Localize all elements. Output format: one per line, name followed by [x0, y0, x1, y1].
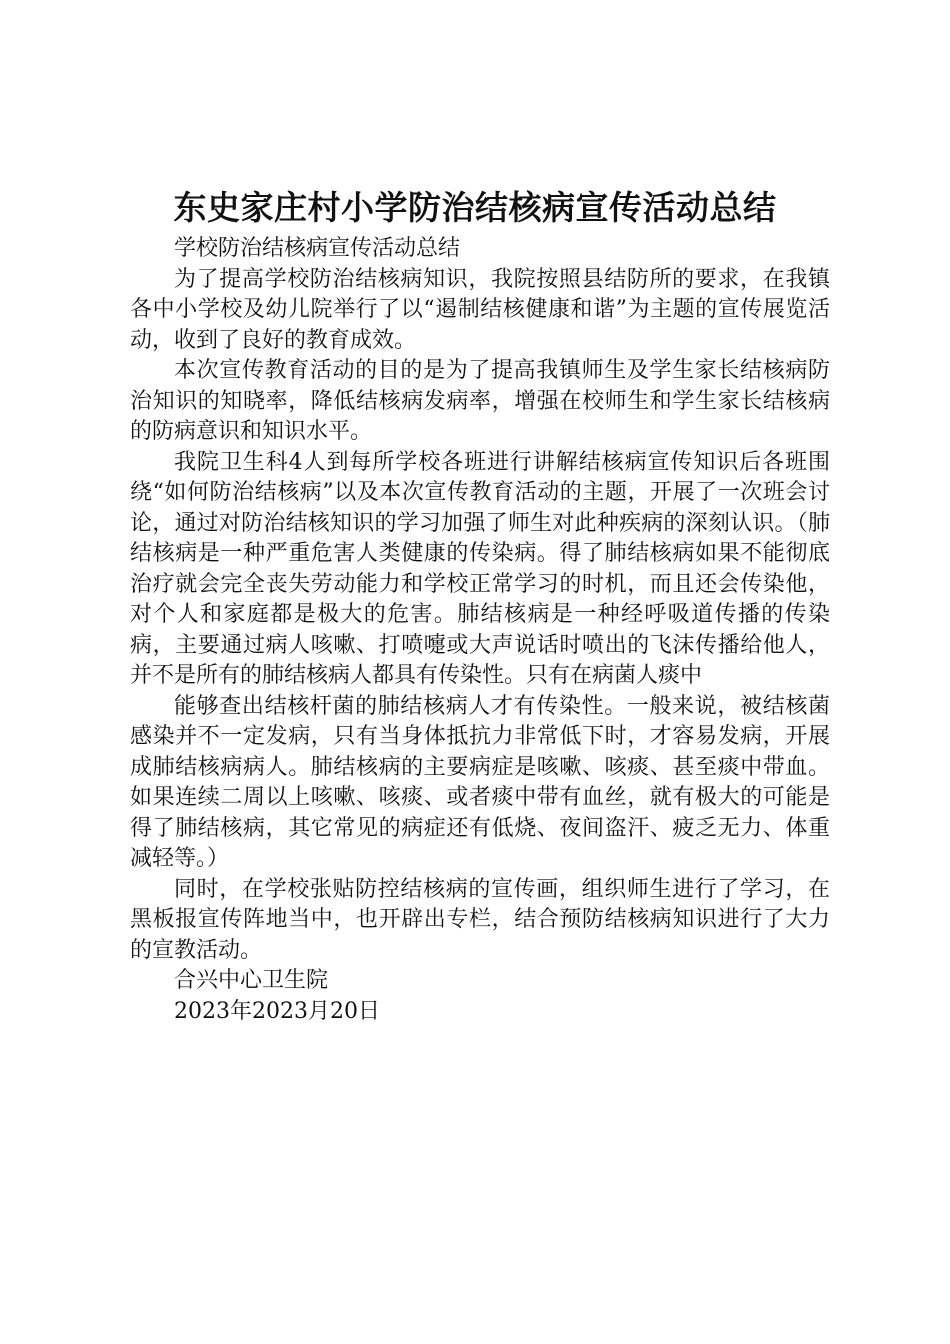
- body-paragraph: 为了提高学校防治结核病知识，我院按照县结防所的要求，在我镇各中小学校及幼儿院举行了以“遏制结核健康和谐”为主题的宣传展览活动，收到了良好的教育成效。: [130, 266, 830, 353]
- date: 2023年2023月20日: [174, 998, 380, 1024]
- body-paragraph: 同时，在学校张贴防控结核病的宣传画，组织师生进行了学习，在黑板报宣传阵地当中，也开辟出专栏，结合预防结核病知识进行了大力的宣教活动。: [130, 876, 830, 963]
- signature: 合兴中心卫生院: [174, 968, 329, 993]
- body-paragraph: 我院卫生科4人到每所学校各班进行讲解结核病宣传知识后各班围绕“如何防治结核病”以及本次宣传教育活动的主题，开展了一次班会讨论，通过对防治结核知识的学习加强了师生对此种疾病的深刻认识。（肺结核病是一种严重危害人类健康的传染病。得了肺结核病如果不能彻底治疗就会完全丧失劳动能力和学校正常学习的时机，而且还会传染他，对个人和家庭都是极大的危害。肺结核病是一种经呼吸道传播的传染病，主要通过病人咳嗽、打喷嚏或大声说话时喷出的飞沫传播给他人，并不是所有的肺结核病人都具有传染性。只有在病菌人痰中: [130, 449, 830, 688]
- body-paragraph: 本次宣传教育活动的目的是为了提高我镇师生及学生家长结核病防治知识的知晓率，降低结核病发病率，增强在校师生和学生家长结核病的防病意识和知识水平。: [130, 358, 830, 444]
- subtitle-paragraph: 学校防治结核病宣传活动总结: [174, 236, 461, 261]
- document-title: 东史家庄村小学防治结核病宣传活动总结: [173, 188, 777, 227]
- body-paragraph: 能够查出结核杆菌的肺结核病人才有传染性。一般来说，被结核菌感染并不一定发病，只有当身体抵抗力非常低下时，才容易发病，开展成肺结核病病人。肺结核病的主要病症是咳嗽、咳痰、甚至痰中带血。如果连续二周以上咳嗽、咳痰、或者痰中带有血丝，就有极大的可能是得了肺结核病，其它常见的病症还有低烧、夜间盗汗、疲乏无力、体重减轻等。）: [130, 693, 830, 871]
- document-body: [130, 234, 830, 1027]
